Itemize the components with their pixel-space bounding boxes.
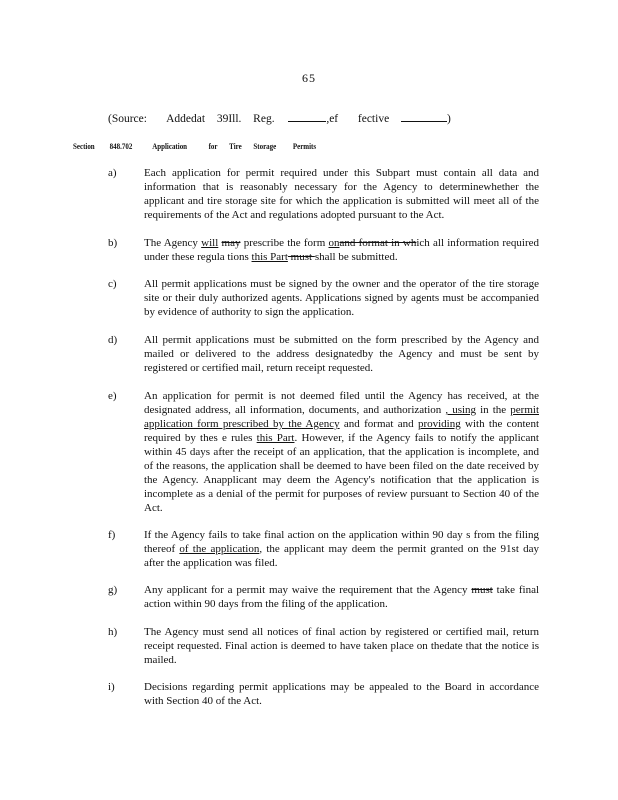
source-added: Addedat xyxy=(166,113,206,125)
subsection-label: c) xyxy=(108,278,117,290)
subsection-label: d) xyxy=(108,334,118,346)
inserted-text: this Part xyxy=(256,432,295,444)
subsection-label: a) xyxy=(108,167,117,179)
inserted-text: will xyxy=(201,237,219,249)
source-fective: fective xyxy=(357,113,390,125)
section-title-2: for xyxy=(208,141,218,151)
inserted-text: of the application xyxy=(179,543,260,555)
deleted-text: must xyxy=(287,251,315,263)
source-ill: 39Ill. xyxy=(216,113,242,125)
inserted-text: permit application form prescribed by the Agency xyxy=(144,404,539,430)
subsection-text: Any applicant for a permit may waive the requirement that the Agency must take final action within 90 days from the filing of the application. xyxy=(144,584,540,610)
subsection-label: h) xyxy=(108,626,118,638)
deleted-text: and format in wh xyxy=(339,237,417,249)
section-heading xyxy=(73,141,316,151)
subsection-text: The Agency must send all notices of final action by registered or certified mail, return receipt requested. Final action is deemed to have taken place on thedate that the notice is mailed. xyxy=(144,626,539,666)
subsection-label: f) xyxy=(108,529,116,541)
section-number: 848.702 xyxy=(109,141,133,151)
inserted-text: , using xyxy=(445,404,477,416)
section-title-5: Permits xyxy=(292,141,317,151)
inserted-text: this Part xyxy=(251,251,288,263)
subsection-text: The Agency will may prescribe the form onand format in which all information required under these regula tions this Part must shall be submitted. xyxy=(144,237,540,263)
source-reg: Reg. xyxy=(253,113,275,125)
blank-line xyxy=(288,111,326,122)
page-number: 65 xyxy=(302,71,316,85)
subsection-text: An application for permit is not deemed filed until the Agency has received, at the designated address, all information, documents, and authorization , using in the permit application form prescribed by the Agency and format and providing with the content required by thes e rules this Part. However, if the Agency fails to notify the applicant within 45 days after the receipt of an application, that the application is incomplete, and of the reasons, the application shall be deemed to have been filed on the date received by the Agency. Anapplicant may deem the Agency's notification that the application is incomplete as a denial of the permit for purposes of review pursuant to Section 40 of the Act. xyxy=(144,390,540,514)
subsection-text: All permit applications must be signed by the owner and the operator of the tire storage site or their duly authorized agents. Applications signed by agents must be accompanied by evidence of authority to sign the application. xyxy=(144,278,539,318)
section-title-3: Tire xyxy=(229,141,242,151)
subsection-text: All permit applications must be submitted on the form prescribed by the Agency and mailed or delivered to the address designatedby the Agency and must be sent by registered or certified mail, return receipt requested. xyxy=(144,334,539,374)
subsection-label: g) xyxy=(108,584,118,596)
blank-line xyxy=(401,111,447,122)
subsection-text: Decisions regarding permit applications may be appealed to the Board in accordance with Section 40 of the Act. xyxy=(144,681,539,707)
source-close: ) xyxy=(446,113,451,125)
section-title-1: Application xyxy=(152,141,188,151)
source-note xyxy=(108,111,451,125)
subsection-label: e) xyxy=(108,390,117,402)
subsection-text: Each application for permit required under this Subpart must contain all data and information that is reasonably necessary for the Agency to determinewhether the applicant and tire storage site for which the application is submitted will meet all of the requirements of the Act and regulations adopted pursuant to the Act. xyxy=(144,167,539,221)
source-ef: ,ef xyxy=(326,113,339,125)
subsection-text: If the Agency fails to take final action on the application within 90 day s from the filing thereof of the application, the applicant may deem the permit granted on the 91st day after the application was filed. xyxy=(144,529,539,569)
inserted-text: on xyxy=(328,237,340,249)
section-word: Section xyxy=(73,141,95,151)
source-open: (Source: xyxy=(108,113,147,125)
subsection-label: b) xyxy=(108,237,118,249)
deleted-text: must xyxy=(471,584,493,596)
section-title-4: Storage xyxy=(253,141,277,151)
inserted-text: providing xyxy=(417,418,461,430)
deleted-text: may xyxy=(221,237,241,249)
subsection-label: i) xyxy=(108,681,115,693)
